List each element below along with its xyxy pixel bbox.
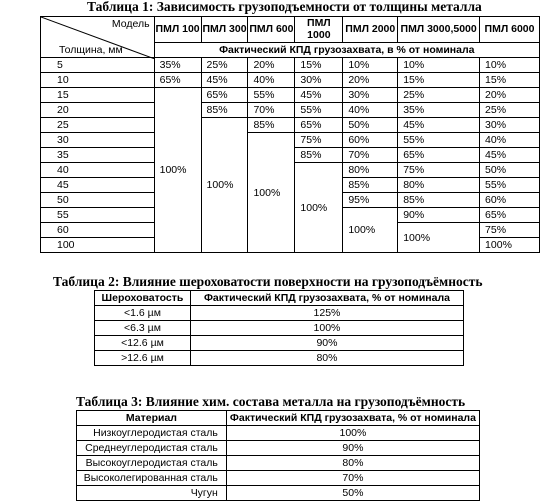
value-cell: 50%: [343, 118, 398, 133]
value-cell: 100%: [226, 426, 479, 441]
model-header: ПМЛ 600: [248, 17, 295, 43]
value-cell-full: 100%: [398, 223, 480, 253]
value-cell: 45%: [398, 118, 480, 133]
corner-label-model: Модель: [111, 18, 150, 30]
value-cell-full: 100%: [201, 118, 248, 253]
value-cell: 75%: [398, 163, 480, 178]
material-cell: Низкоуглеродистая сталь: [77, 426, 227, 441]
value-cell: 75%: [295, 133, 343, 148]
value-cell: 65%: [480, 208, 540, 223]
value-cell-full: 100%: [154, 88, 201, 253]
material-table: [76, 410, 480, 501]
thickness-cell: 50: [41, 193, 155, 208]
thickness-cell: 45: [41, 178, 155, 193]
value-cell: 50%: [480, 163, 540, 178]
value-cell: 85%: [343, 178, 398, 193]
value-cell: 100%: [190, 321, 463, 336]
value-cell: 65%: [154, 73, 201, 88]
value-cell: 85%: [295, 148, 343, 163]
value-cell: 40%: [248, 73, 295, 88]
efficiency-header: Фактический КПД грузозахвата, % от номинала: [226, 411, 479, 426]
material-cell: Чугун: [77, 486, 227, 501]
thickness-cell: 40: [41, 163, 155, 178]
thickness-cell: 35: [41, 148, 155, 163]
thickness-cell: 10: [41, 73, 155, 88]
value-cell: 40%: [480, 133, 540, 148]
roughness-cell: <1.6 µм: [95, 306, 191, 321]
value-cell: 55%: [398, 133, 480, 148]
value-cell: 20%: [343, 73, 398, 88]
thickness-cell: 5: [41, 58, 155, 73]
value-cell: 80%: [343, 163, 398, 178]
thickness-cell: 60: [41, 223, 155, 238]
value-cell: 70%: [248, 103, 295, 118]
thickness-cell: 100: [41, 238, 155, 253]
roughness-cell: >12.6 µм: [95, 351, 191, 366]
value-cell: 25%: [398, 88, 480, 103]
model-header: ПМЛ 300: [201, 17, 248, 43]
value-cell-full: 100%: [248, 133, 295, 253]
value-cell: 55%: [480, 178, 540, 193]
efficiency-subheader: Фактический КПД грузозахвата, в % от номинала: [154, 42, 539, 57]
material-cell: Высоколегированная сталь: [77, 471, 227, 486]
value-cell: 10%: [343, 58, 398, 73]
value-cell: 80%: [398, 178, 480, 193]
value-cell: 65%: [398, 148, 480, 163]
value-cell: 40%: [343, 103, 398, 118]
table1-title: Таблица 1: Зависимость грузоподъемности от толщины металла: [87, 0, 482, 14]
model-header: ПМЛ 2000: [343, 17, 398, 43]
corner-label-thickness: Толщина, мм: [59, 44, 123, 56]
thickness-cell: 55: [41, 208, 155, 223]
table2-title: Таблица 2: Влияние шероховатости поверхности на грузоподъёмность: [53, 274, 483, 289]
value-cell: 10%: [480, 58, 540, 73]
value-cell: 75%: [480, 223, 540, 238]
value-cell: 25%: [480, 103, 540, 118]
value-cell: 45%: [201, 73, 248, 88]
roughness-header: Шероховатость: [95, 291, 191, 306]
roughness-cell: <12.6 µм: [95, 336, 191, 351]
value-cell-full: 100%: [343, 208, 398, 253]
thickness-table: [40, 16, 540, 253]
material-cell: Среднеуглеродистая сталь: [77, 441, 227, 456]
roughness-table: [94, 290, 464, 366]
thickness-cell: 15: [41, 88, 155, 103]
thickness-cell: 20: [41, 103, 155, 118]
model-header: ПМЛ 3000,5000: [398, 17, 480, 43]
efficiency-header: Фактический КПД грузозахвата, % от номинала: [190, 291, 463, 306]
value-cell: 60%: [343, 133, 398, 148]
value-cell: 85%: [248, 118, 295, 133]
value-cell: 15%: [398, 73, 480, 88]
value-cell: 70%: [226, 471, 479, 486]
value-cell: 45%: [480, 148, 540, 163]
value-cell: 35%: [398, 103, 480, 118]
value-cell: 15%: [295, 58, 343, 73]
value-cell: 10%: [398, 58, 480, 73]
value-cell: 20%: [480, 88, 540, 103]
value-cell: 35%: [154, 58, 201, 73]
value-cell: 30%: [480, 118, 540, 133]
value-cell: 65%: [201, 88, 248, 103]
value-cell: 25%: [201, 58, 248, 73]
table3-title: Таблица 3: Влияние хим. состава металла на грузоподъёмность: [76, 394, 466, 409]
value-cell: 90%: [226, 441, 479, 456]
roughness-cell: <6.3 µм: [95, 321, 191, 336]
value-cell: 60%: [480, 193, 540, 208]
header-corner-cell: [41, 17, 155, 58]
value-cell: 15%: [480, 73, 540, 88]
value-cell: 90%: [398, 208, 480, 223]
model-header: ПМЛ 100: [154, 17, 201, 43]
value-cell: 95%: [343, 193, 398, 208]
value-cell: 85%: [201, 103, 248, 118]
material-header: Материал: [77, 411, 227, 426]
value-cell: 70%: [343, 148, 398, 163]
thickness-cell: 30: [41, 133, 155, 148]
value-cell: 30%: [295, 73, 343, 88]
value-cell: 45%: [295, 88, 343, 103]
value-cell: 50%: [226, 486, 479, 501]
value-cell: 100%: [480, 238, 540, 253]
value-cell: 20%: [248, 58, 295, 73]
thickness-cell: 25: [41, 118, 155, 133]
model-header: ПМЛ 6000: [480, 17, 540, 43]
value-cell: 30%: [343, 88, 398, 103]
value-cell: 85%: [398, 193, 480, 208]
value-cell: 90%: [190, 336, 463, 351]
value-cell: 55%: [248, 88, 295, 103]
model-header: ПМЛ 1000: [295, 17, 343, 43]
value-cell-full: 100%: [295, 163, 343, 253]
value-cell: 55%: [295, 103, 343, 118]
value-cell: 80%: [190, 351, 463, 366]
value-cell: 80%: [226, 456, 479, 471]
material-cell: Высокоуглеродистая сталь: [77, 456, 227, 471]
value-cell: 125%: [190, 306, 463, 321]
value-cell: 65%: [295, 118, 343, 133]
